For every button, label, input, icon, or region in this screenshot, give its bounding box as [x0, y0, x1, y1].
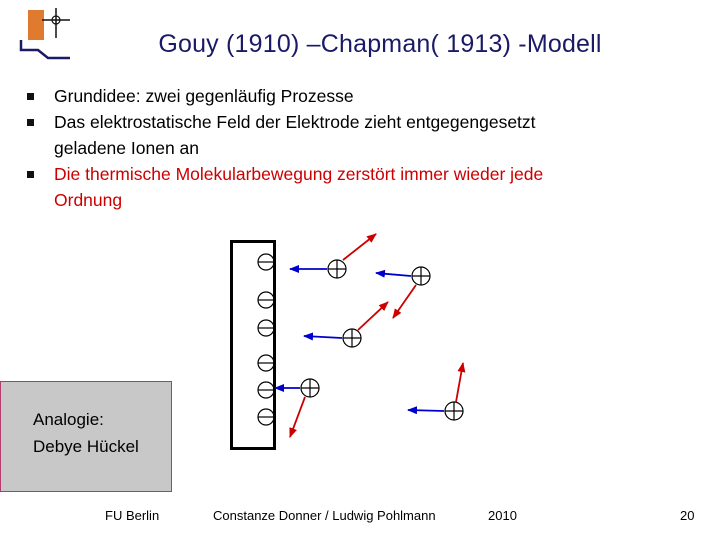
- bullet-item: Die thermische Molekularbewegung zerstört immer wieder jede Ordnung: [22, 161, 582, 213]
- field-arrows: [275, 269, 444, 411]
- negative-charge-icon: [258, 320, 274, 336]
- thermal-arrows: [290, 234, 463, 437]
- negative-charge-icon: [258, 292, 274, 308]
- thermal-arrow: [456, 363, 463, 402]
- positive-ion-icon: [445, 402, 463, 420]
- footer-authors: Constanze Donner / Ludwig Pohlmann: [213, 508, 436, 523]
- page-number: 20: [680, 508, 695, 523]
- field-arrow: [304, 336, 342, 338]
- field-arrow: [408, 410, 444, 411]
- positive-ion-icon: [412, 267, 430, 285]
- thermal-arrow: [393, 285, 416, 318]
- analogy-label: Analogie:: [33, 410, 104, 429]
- bullet-item: Grundidee: zwei gegenläufig Prozesse: [22, 83, 582, 109]
- negative-charge-icon: [258, 254, 274, 270]
- positive-ions: [301, 260, 463, 420]
- thermal-arrow: [358, 302, 388, 330]
- positive-ion-icon: [301, 379, 319, 397]
- slide-title: Gouy (1910) –Chapman( 1913) -Modell: [158, 30, 602, 58]
- positive-ion-icon: [343, 329, 361, 347]
- thermal-arrow: [343, 234, 376, 260]
- positive-ion-icon: [328, 260, 346, 278]
- negative-charge-icon: [258, 382, 274, 398]
- footer-year: 2010: [488, 508, 517, 523]
- thermal-arrow: [290, 397, 305, 437]
- negative-charge-icon: [258, 355, 274, 371]
- analogy-text: Debye Hückel: [33, 437, 139, 456]
- negative-charge-icon: [258, 409, 274, 425]
- analogy-box: [0, 381, 172, 492]
- bullet-item: Das elektrostatische Feld der Elektrode zieht entgegengesetzt geladene Ionen an: [22, 109, 582, 161]
- electrode-charges: [258, 254, 274, 425]
- footer-institution: FU Berlin: [105, 508, 160, 523]
- field-arrow: [376, 273, 411, 276]
